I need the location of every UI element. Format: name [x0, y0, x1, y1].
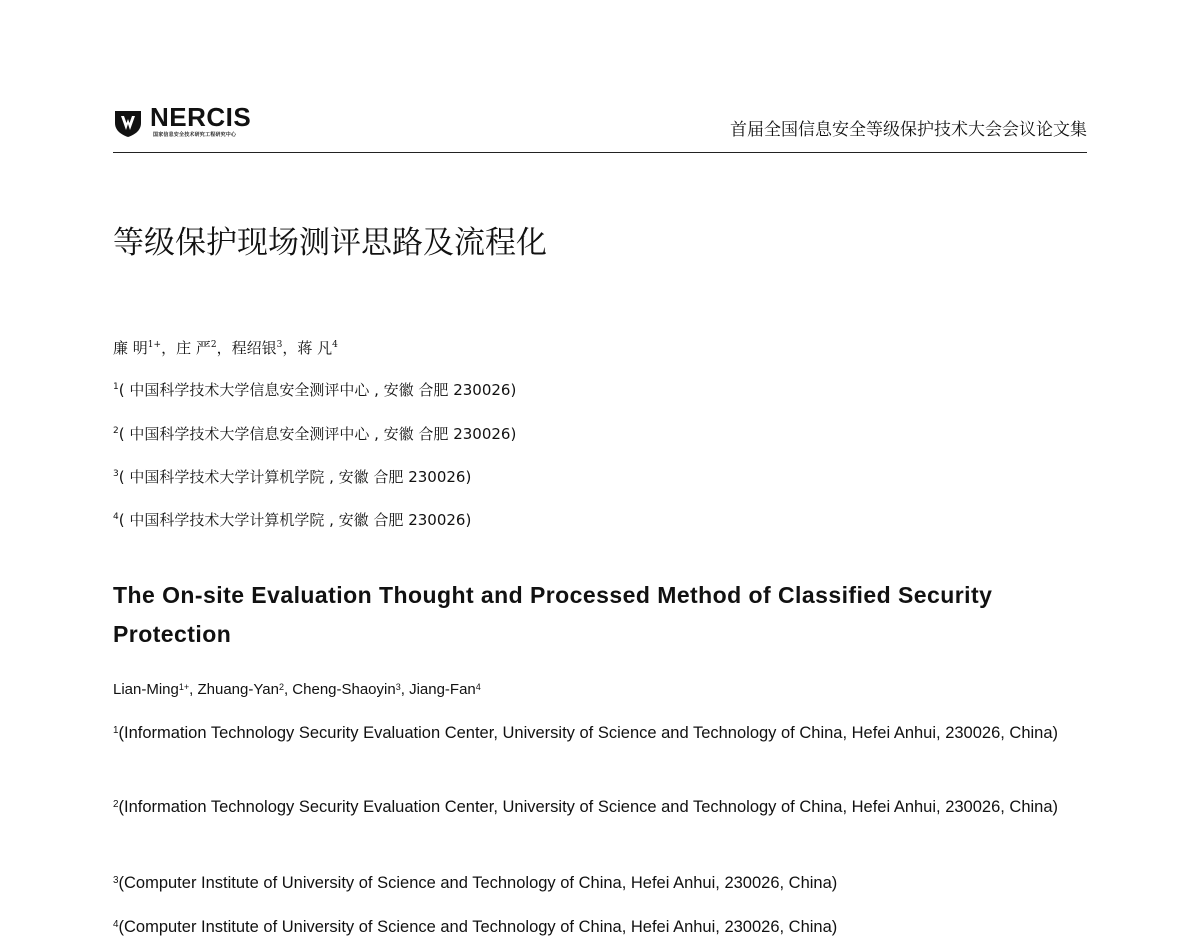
author-marker: 1+ — [147, 340, 162, 350]
affiliation-text: (Computer Institute of University of Science and Technology of China, Hefei Anhui, 230026, China) — [118, 918, 838, 936]
author-zh: 程绍银 — [231, 339, 277, 357]
page-header — [113, 98, 1087, 154]
affiliation-marker: 2 — [113, 426, 119, 436]
author-zh: 蒋 凡 — [297, 339, 333, 357]
author-en: Cheng-Shaoyin — [292, 681, 396, 698]
affiliation-en-2 — [113, 790, 1089, 825]
author-separator: ， — [161, 339, 177, 357]
affiliation-marker: 4 — [113, 512, 119, 522]
author-marker: 1+ — [178, 682, 190, 692]
affiliation-text: ( 中国科学技术大学信息安全测评中心 , 安徽 合肥 230026) — [118, 381, 517, 399]
affiliation-text: ( 中国科学技术大学信息安全测评中心 , 安徽 合肥 230026) — [118, 425, 517, 443]
author-marker: 3 — [276, 340, 283, 350]
logo-wordmark: NERCIS — [150, 102, 252, 132]
affiliation-text: (Information Technology Security Evaluation Center, University of Science and Technology of China, Hefei Anhui, 230026, China) — [118, 724, 1059, 742]
paper-title-en: The On-site Evaluation Thought and Processed Method of Classified Security Protection — [113, 582, 993, 647]
shield-logo-icon — [113, 108, 143, 138]
author-en: Lian-Ming — [113, 681, 179, 698]
affiliation-en-3 — [113, 866, 1089, 901]
author-separator: , — [189, 681, 198, 698]
author-marker: 4 — [332, 340, 338, 350]
paper-title-zh: 等级保护现场测评思路及流程化 — [113, 225, 547, 261]
affiliation-text: (Computer Institute of University of Science and Technology of China, Hefei Anhui, 230026, China) — [118, 874, 838, 892]
author-marker: 2 — [278, 682, 284, 692]
authors-en — [113, 680, 481, 700]
author-separator: ， — [216, 339, 232, 357]
affiliation-zh-2 — [113, 424, 516, 444]
affiliation-zh-3 — [113, 467, 471, 487]
author-en: Jiang-Fan — [409, 681, 476, 698]
author-zh: 庄 严 — [176, 339, 211, 357]
proceedings-title: 首届全国信息安全等级保护技术大会会议论文集 — [730, 120, 1087, 140]
affiliation-text: ( 中国科学技术大学计算机学院 , 安徽 合肥 230026) — [118, 468, 472, 486]
affiliation-zh-1 — [113, 380, 516, 400]
affiliation-marker: 3 — [113, 875, 119, 886]
nercis-logo — [113, 102, 273, 142]
affiliation-marker: 4 — [113, 919, 119, 930]
authors-zh — [113, 338, 338, 358]
affiliation-en-1 — [113, 716, 1089, 751]
affiliation-text: (Information Technology Security Evaluation Center, University of Science and Technology of China, Hefei Anhui, 230026, China) — [118, 798, 1059, 816]
author-zh: 廉 明 — [113, 339, 148, 357]
author-separator: , — [400, 681, 410, 698]
affiliation-en-4 — [113, 910, 1089, 945]
affiliation-text: ( 中国科学技术大学计算机学院 , 安徽 合肥 230026) — [118, 511, 472, 529]
author-marker: 2 — [210, 340, 217, 350]
header-rule — [113, 152, 1087, 153]
author-en: Zhuang-Yan — [197, 681, 279, 698]
affiliation-marker: 1 — [113, 725, 119, 736]
logo-subtitle: 国家信息安全技术研究工程研究中心 — [153, 132, 237, 138]
affiliation-marker: 1 — [113, 382, 119, 392]
affiliation-marker: 2 — [113, 799, 119, 810]
author-marker: 3 — [395, 682, 401, 692]
author-separator: , — [283, 681, 293, 698]
affiliation-zh-4 — [113, 510, 471, 530]
affiliation-marker: 3 — [113, 469, 119, 479]
author-marker: 4 — [475, 682, 481, 692]
author-separator: ， — [282, 339, 298, 357]
